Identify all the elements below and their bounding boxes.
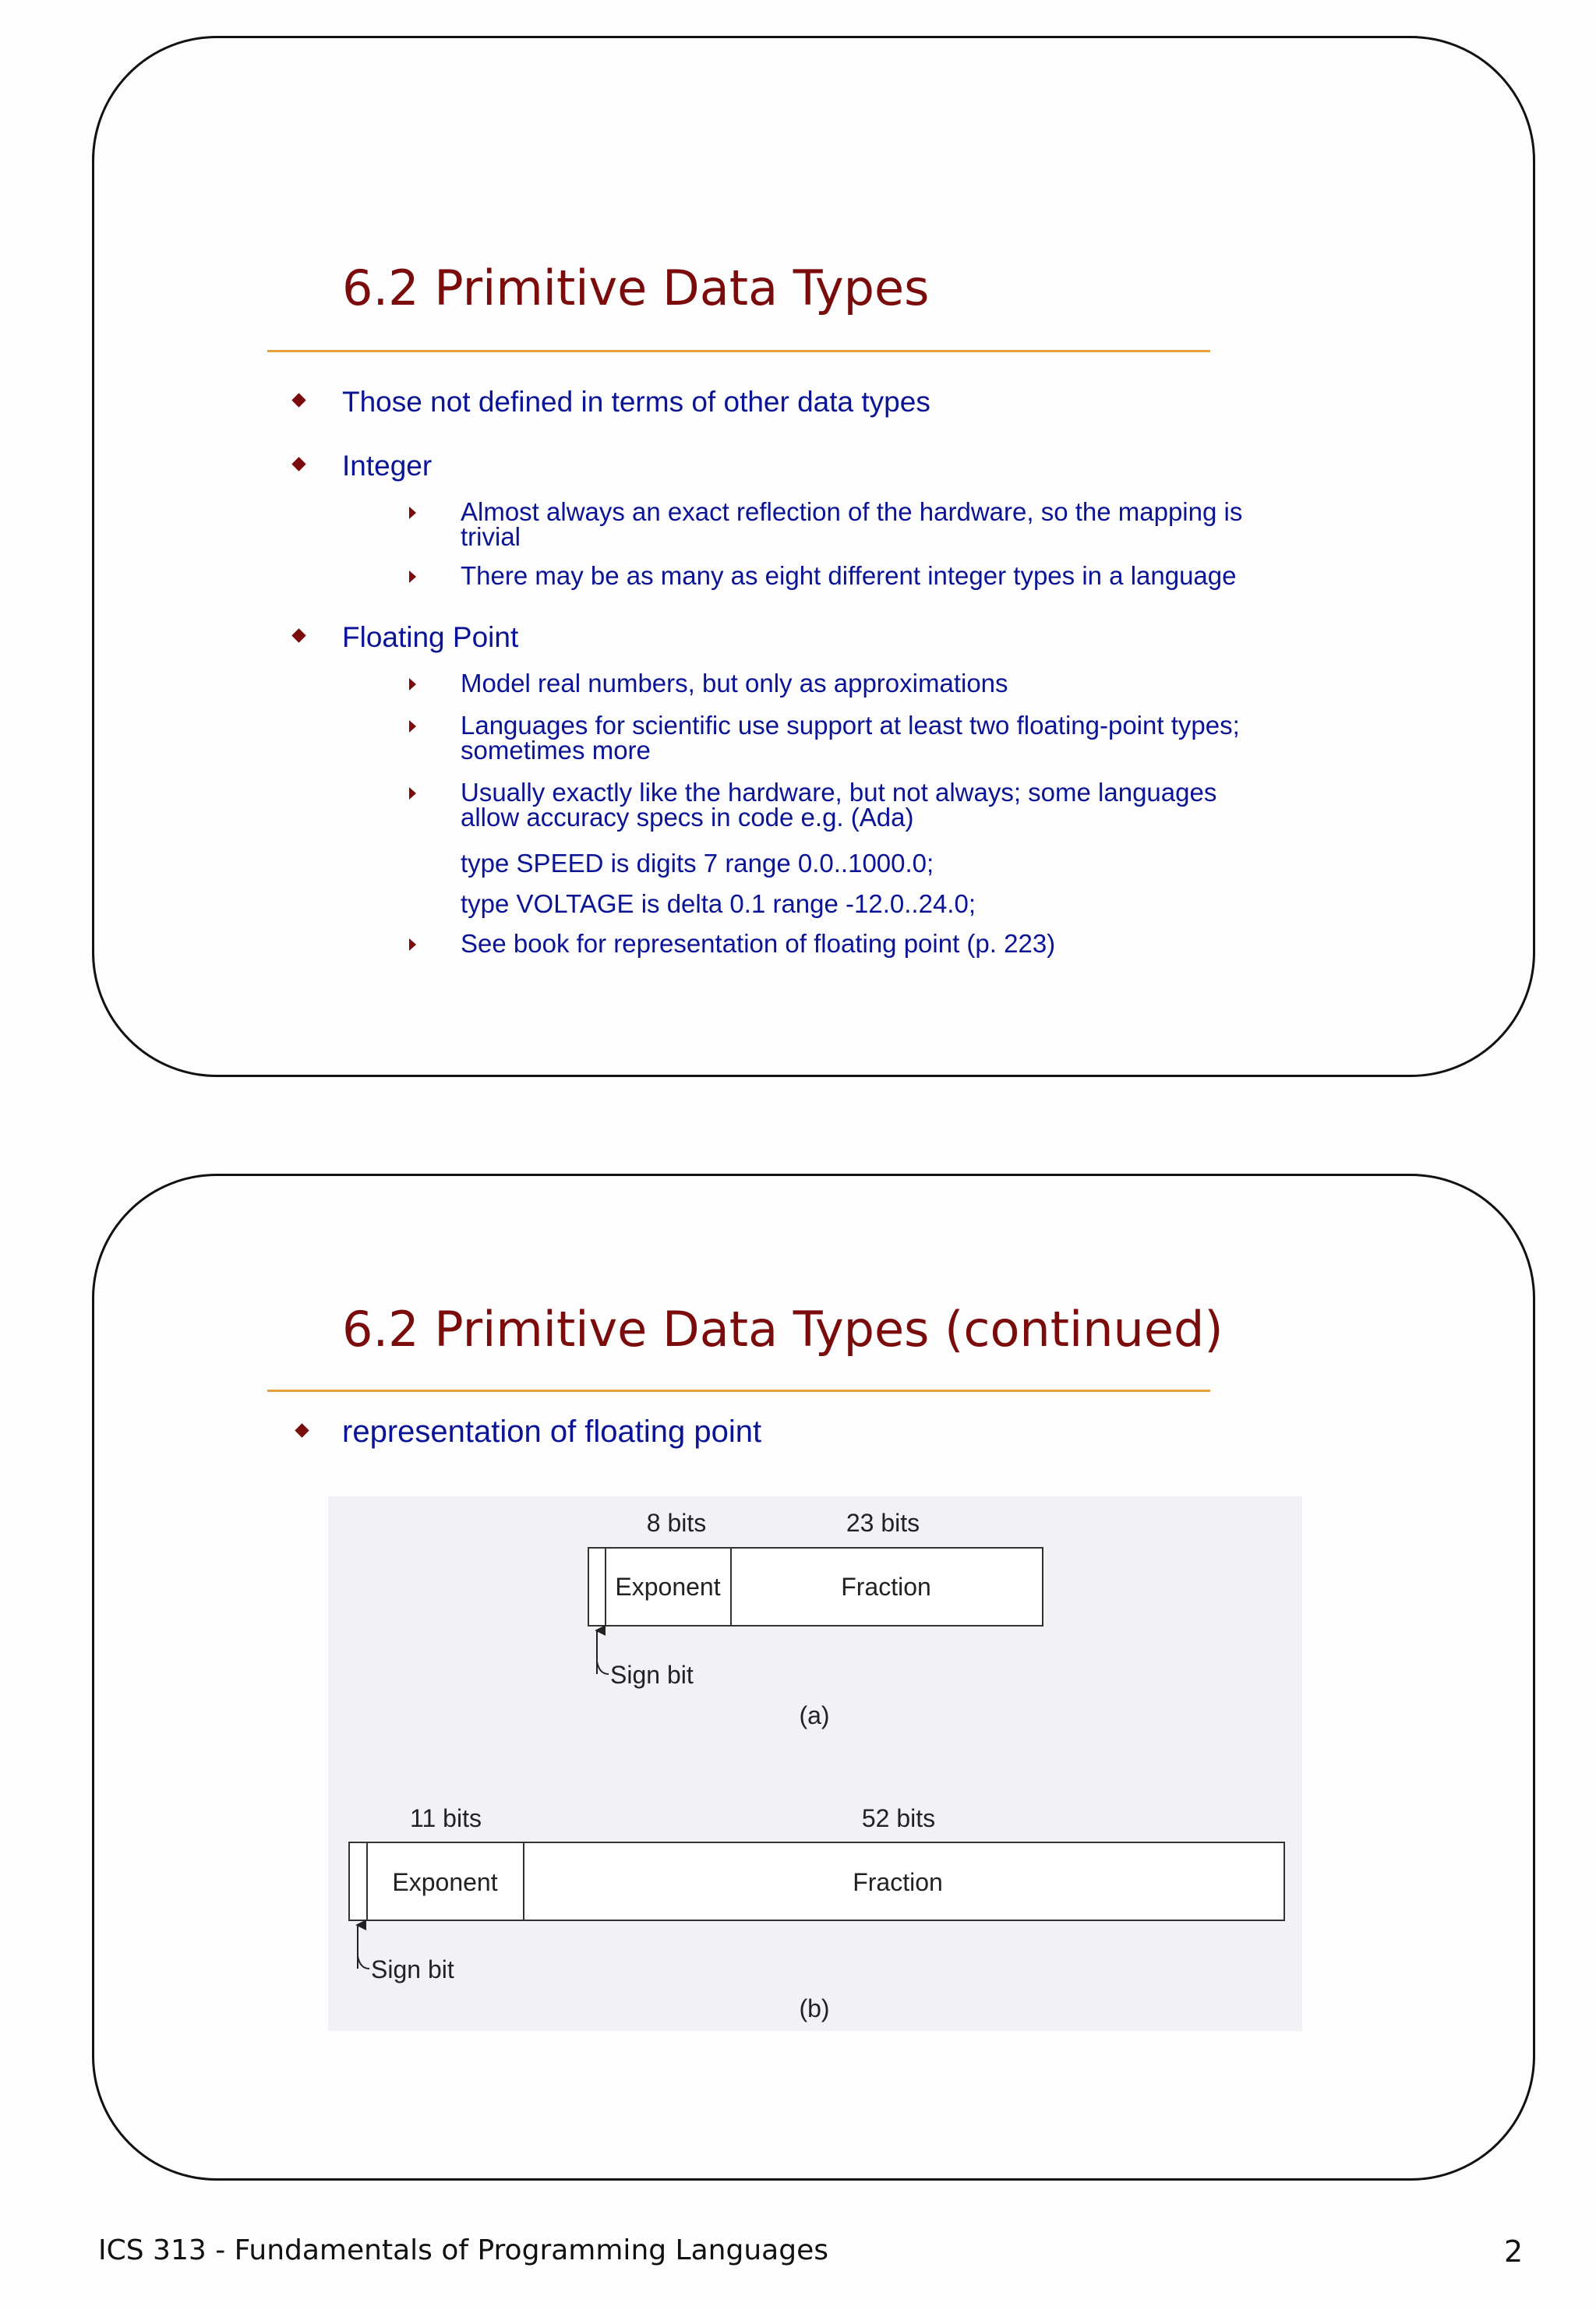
sign-bit-label-a: Sign bit (610, 1661, 694, 1689)
caption-b: (b) (799, 1994, 830, 2022)
floating-point-diagram (328, 1496, 1302, 2031)
code-line-voltage: type VOLTAGE is delta 0.1 range -12.0..24.0; (461, 889, 976, 918)
fraction-bits-label-b: 52 bits (861, 1804, 936, 1832)
bullet-not-defined: Those not defined in terms of other data types (342, 386, 930, 419)
sub-bullet-hardware: Usually exactly like the hardware, but not always; some languages allow accuracy specs in code e.g. (Ada) (461, 780, 1216, 830)
sign-bit-label-b: Sign bit (371, 1955, 454, 1983)
floating-point-figure (328, 1496, 1302, 2031)
diamond-bullet-icon (291, 457, 305, 471)
title-underline (267, 1390, 1210, 1392)
arrow-bullet-icon (409, 570, 416, 583)
diamond-bullet-icon (295, 1423, 309, 1437)
slide-primitive-data-types-continued (92, 1174, 1535, 2181)
exponent-label-b: Exponent (392, 1868, 498, 1896)
fraction-bits-label-a: 23 bits (846, 1509, 920, 1537)
single-precision-layout (588, 1509, 1043, 1729)
exponent-bits-label-a: 8 bits (646, 1509, 707, 1537)
slide-title: 6.2 Primitive Data Types (342, 260, 930, 316)
arrow-bullet-icon (409, 678, 416, 691)
caption-a: (a) (799, 1701, 830, 1729)
fraction-label-a: Fraction (841, 1573, 931, 1601)
sub-bullet-see-book: See book for representation of floating point (p. 223) (461, 931, 1055, 956)
diamond-bullet-icon (291, 628, 305, 642)
title-underline (267, 350, 1210, 352)
sub-bullet-integer-mapping: Almost always an exact reflection of the hardware, so the mapping is trivial (461, 500, 1242, 549)
slide-title: 6.2 Primitive Data Types (continued) (342, 1301, 1223, 1358)
page-number: 2 (1504, 2234, 1524, 2269)
bullet-integer: Integer (342, 450, 432, 482)
double-precision-layout (349, 1804, 1284, 2022)
arrow-bullet-icon (409, 507, 416, 519)
exponent-label-a: Exponent (615, 1573, 721, 1601)
bullet-floating-point: Floating Point (342, 621, 518, 654)
diamond-bullet-icon (291, 393, 305, 407)
fraction-label-b: Fraction (853, 1868, 943, 1896)
sub-bullet-integer-types: There may be as many as eight different integer types in a language (461, 563, 1237, 588)
arrow-bullet-icon (409, 787, 416, 800)
bullet-representation: representation of floating point (342, 1415, 761, 1450)
code-line-speed: type SPEED is digits 7 range 0.0..1000.0; (461, 849, 934, 878)
arrow-bullet-icon (409, 938, 416, 951)
arrow-bullet-icon (409, 720, 416, 733)
footer-course-title: ICS 313 - Fundamentals of Programming Languages (98, 2234, 828, 2266)
slide-primitive-data-types (92, 36, 1535, 1077)
exponent-bits-label-b: 11 bits (410, 1804, 482, 1832)
sub-bullet-scientific: Languages for scientific use support at least two floating-point types; sometimes more (461, 713, 1240, 763)
sub-bullet-model-real: Model real numbers, but only as approximations (461, 671, 1008, 696)
